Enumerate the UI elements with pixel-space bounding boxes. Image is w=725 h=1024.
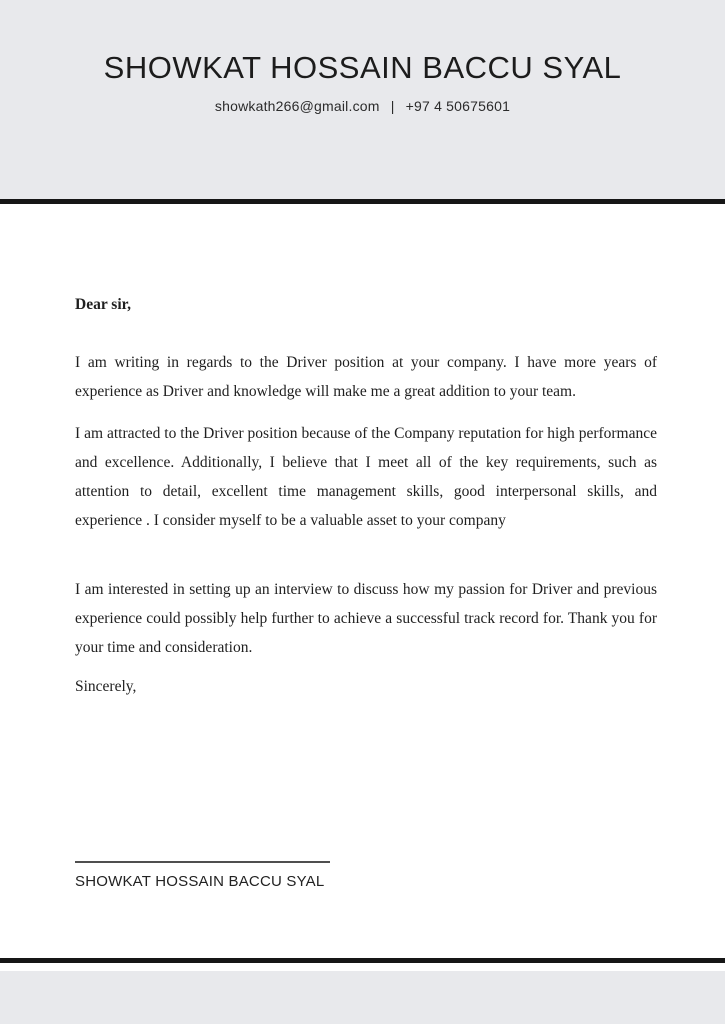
paragraph-intro: I am writing in regards to the Driver position at your company. I have more years of experience as Driver and knowledge will make me a great addition to your team. — [75, 354, 657, 400]
footer-bar — [0, 971, 725, 1024]
contact-separator: | — [390, 98, 395, 114]
contact-line — [0, 98, 725, 114]
signature-name: SHOWKAT HOSSAIN BACCU SYAL — [75, 873, 325, 890]
paragraph-motivation: I am attracted to the Driver position because of the Company reputation for high performance and excellence. Additionally, I believe that I meet all of the key requirements, such as attention to detail, excellent time management skills, good interpersonal skills, and experience . I consider myself to be a valuable asset to your company — [75, 425, 657, 529]
salutation: Dear sir, — [75, 296, 131, 313]
paragraph-interview-request: I am interested in setting up an interview to discuss how my passion for Driver and previous experience could possibly help further to achieve a successful track record for. Thank you for your time and consideration. — [75, 581, 657, 656]
closing: Sincerely, — [75, 678, 137, 695]
signature-block — [75, 861, 330, 896]
applicant-name-heading: SHOWKAT HOSSAIN BACCU SYAL — [103, 50, 622, 85]
email-text: showkath266@gmail.com — [214, 98, 380, 114]
letter-header — [0, 0, 725, 199]
footer-divider — [0, 958, 725, 963]
letter-body — [0, 204, 725, 896]
phone-text: +97 4 50675601 — [405, 98, 511, 114]
